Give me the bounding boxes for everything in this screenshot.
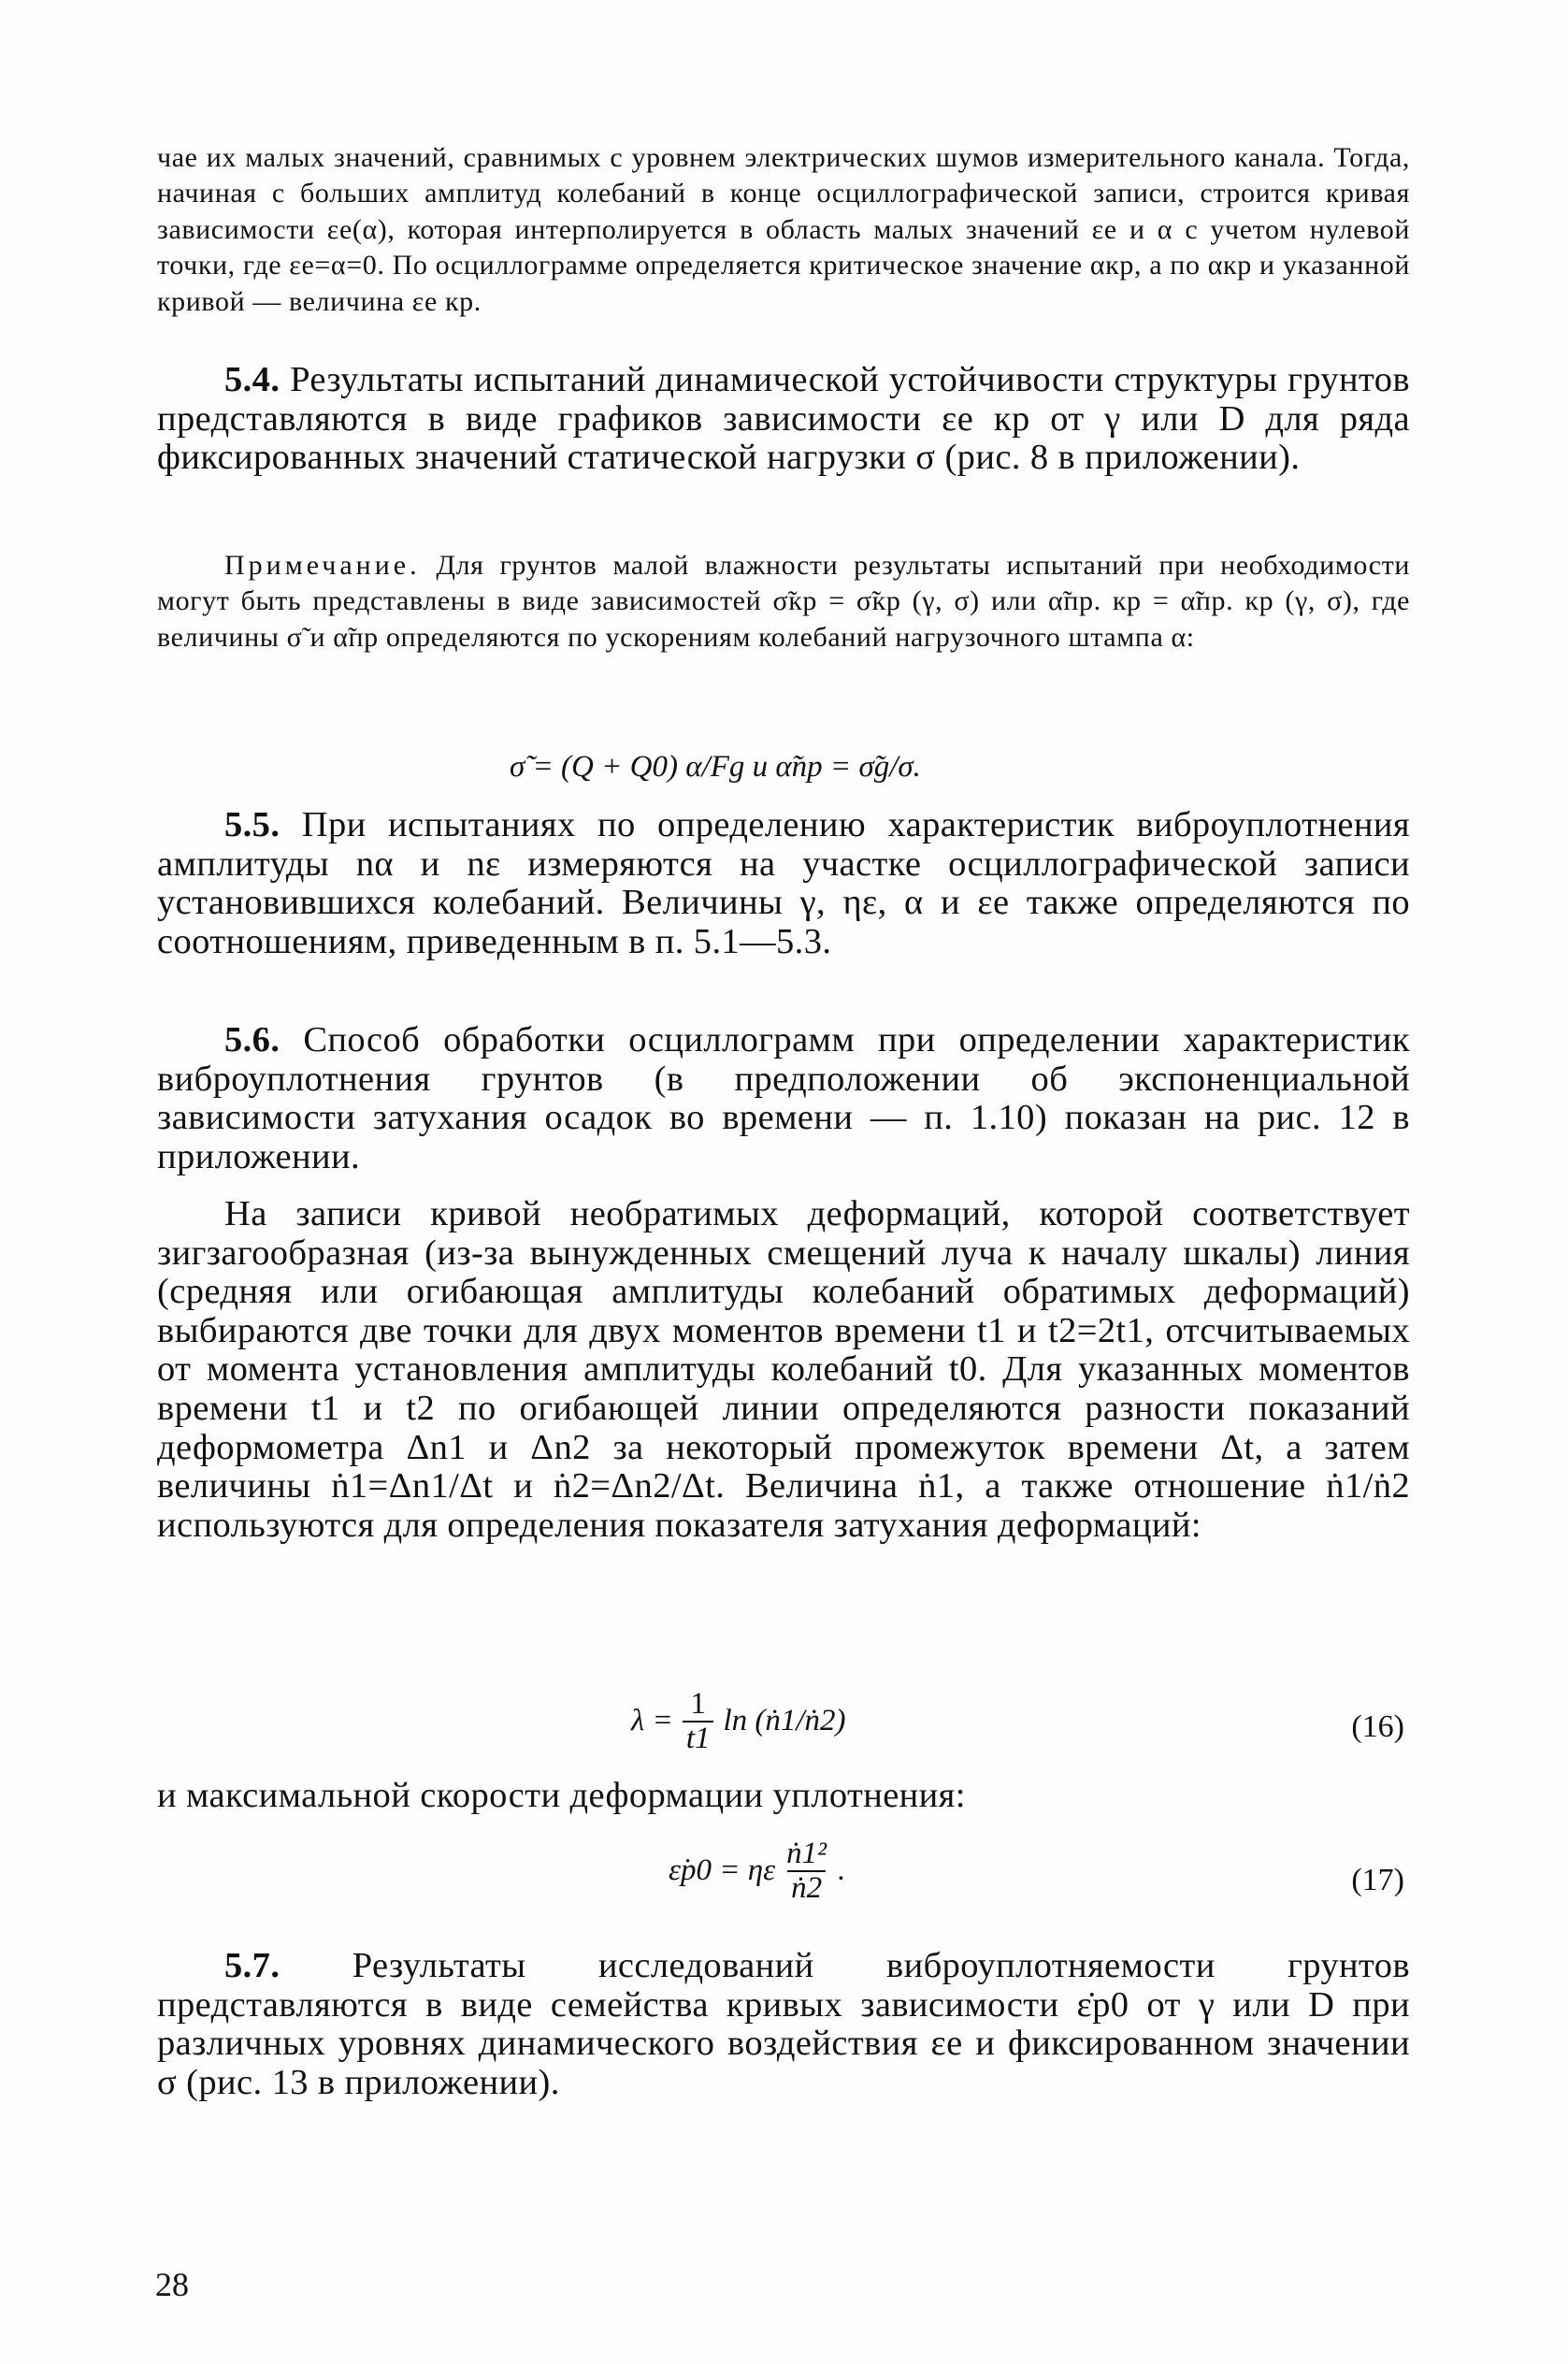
equation-16	[631, 1688, 846, 1754]
note-formula: σ̃ = (Q + Q0) α/Fg и α̃пр = σ̃g/σ.	[510, 750, 921, 784]
note-label: Примечание.	[224, 550, 421, 581]
section-number: 5.7.	[224, 1946, 281, 1985]
note-line1: Для грунтов малой влажности результаты испытаний при необходимости могут быть представлены в виде зависимостей	[157, 550, 1410, 617]
eq17-lhs: ε̇p0 = ηε	[669, 1853, 776, 1888]
eq16-lhs: λ =	[631, 1704, 673, 1738]
section-text: При испытаниях по определению характеристик виброуплотнения амплитуды nα и nε измеряются на участке осциллографической записи установившихся колебаний. Величины γ, ηε, α и εe также определяются по соотношениям, приведенным в п. 5.1—5.3.	[157, 805, 1411, 961]
note-paragraph	[157, 548, 1410, 656]
eq17-numerator: ṅ1²	[786, 1837, 827, 1870]
section-5-7	[157, 1947, 1410, 2102]
equation-17	[669, 1838, 845, 1904]
section-text: Результаты испытаний динамической устойчивости структуры грунтов представляются в виде графиков зависимости εe кр от γ или D для ряда фиксированных значений статической нагрузки σ (рис. 8 в приложении).	[157, 360, 1411, 478]
eq17-denominator: ṅ2	[787, 1870, 826, 1905]
note-line2: σ̃кр = σ̃кр (γ, σ) или α̃пр. кр = α̃пр. кр (γ, σ), где величины σ̃ и α̃пр определяются по ускорениям колебаний нагрузочного штампа α:	[157, 585, 1410, 653]
page-number: 28	[155, 2266, 189, 2303]
equation-16-number: (16)	[1351, 1709, 1404, 1744]
section-text: Способ обработки осциллограмм при определении характеристик виброуплотнения грунтов (в предположении об экспоненциальной зависимости затухания осадок во времени — п. 1.10) показан на рис. 12 в приложении.	[157, 1020, 1410, 1176]
eq16-rhs: ln (ṅ1/ṅ2)	[723, 1704, 846, 1738]
section-5-4	[157, 361, 1410, 478]
eq16-denominator: t1	[683, 1721, 714, 1755]
section-number: 5.5.	[224, 805, 281, 844]
section-text: Результаты исследований виброуплотняемости грунтов представляются в виде семейства кривых зависимости ε̇p0 от γ или D при различных уровнях динамического воздействия εe и фиксированном значении σ (рис. 13 в приложении).	[157, 1946, 1410, 2102]
eq16-fraction	[683, 1688, 714, 1754]
section-number: 5.4.	[224, 360, 281, 399]
eq16-numerator: 1	[690, 1687, 706, 1721]
section-5-5	[157, 806, 1410, 961]
eq17-tail: .	[838, 1853, 846, 1888]
section-number: 5.6.	[224, 1020, 281, 1059]
section-5-6	[157, 1021, 1410, 1176]
record-paragraph: На записи кривой необратимых деформаций, которой соответствует зигзагообразная (из-за вынужденных смещений луча к началу шкалы) линия (средняя или огибающая амплитуды колебаний обратимых деформаций) выбираются две точки для двух моментов времени t1 и t2=2t1, отсчитываемых от момента установления амплитуды колебаний t0. Для указанных моментов времени t1 и t2 по огибающей линии определяются разности показаний деформометра Δn1 и Δn2 за некоторый промежуток времени Δt, а затем величины ṅ1=Δn1/Δt и ṅ2=Δn2/Δt. Величина ṅ1, а также отношение ṅ1/ṅ2 используются для определения показателя затухания деформаций:	[157, 1194, 1410, 1545]
equation-17-number: (17)	[1351, 1863, 1404, 1897]
between-text: и максимальной скорости деформации уплотнения:	[157, 1776, 966, 1815]
eq17-fraction	[783, 1838, 830, 1904]
intro-paragraph: чае их малых значений, сравнимых с уровнем электрических шумов измерительного канала. Тогда, начиная с больших амплитуд колебаний в конце осциллографической записи, строится кривая зависимости εe(α), которая интерполируется в область малых значений εe и α с учетом нулевой точки, где εe=α=0. По осциллограмме определяется критическое значение αкр, а по αкр и указанной кривой — величина εe кр.	[157, 142, 1410, 317]
